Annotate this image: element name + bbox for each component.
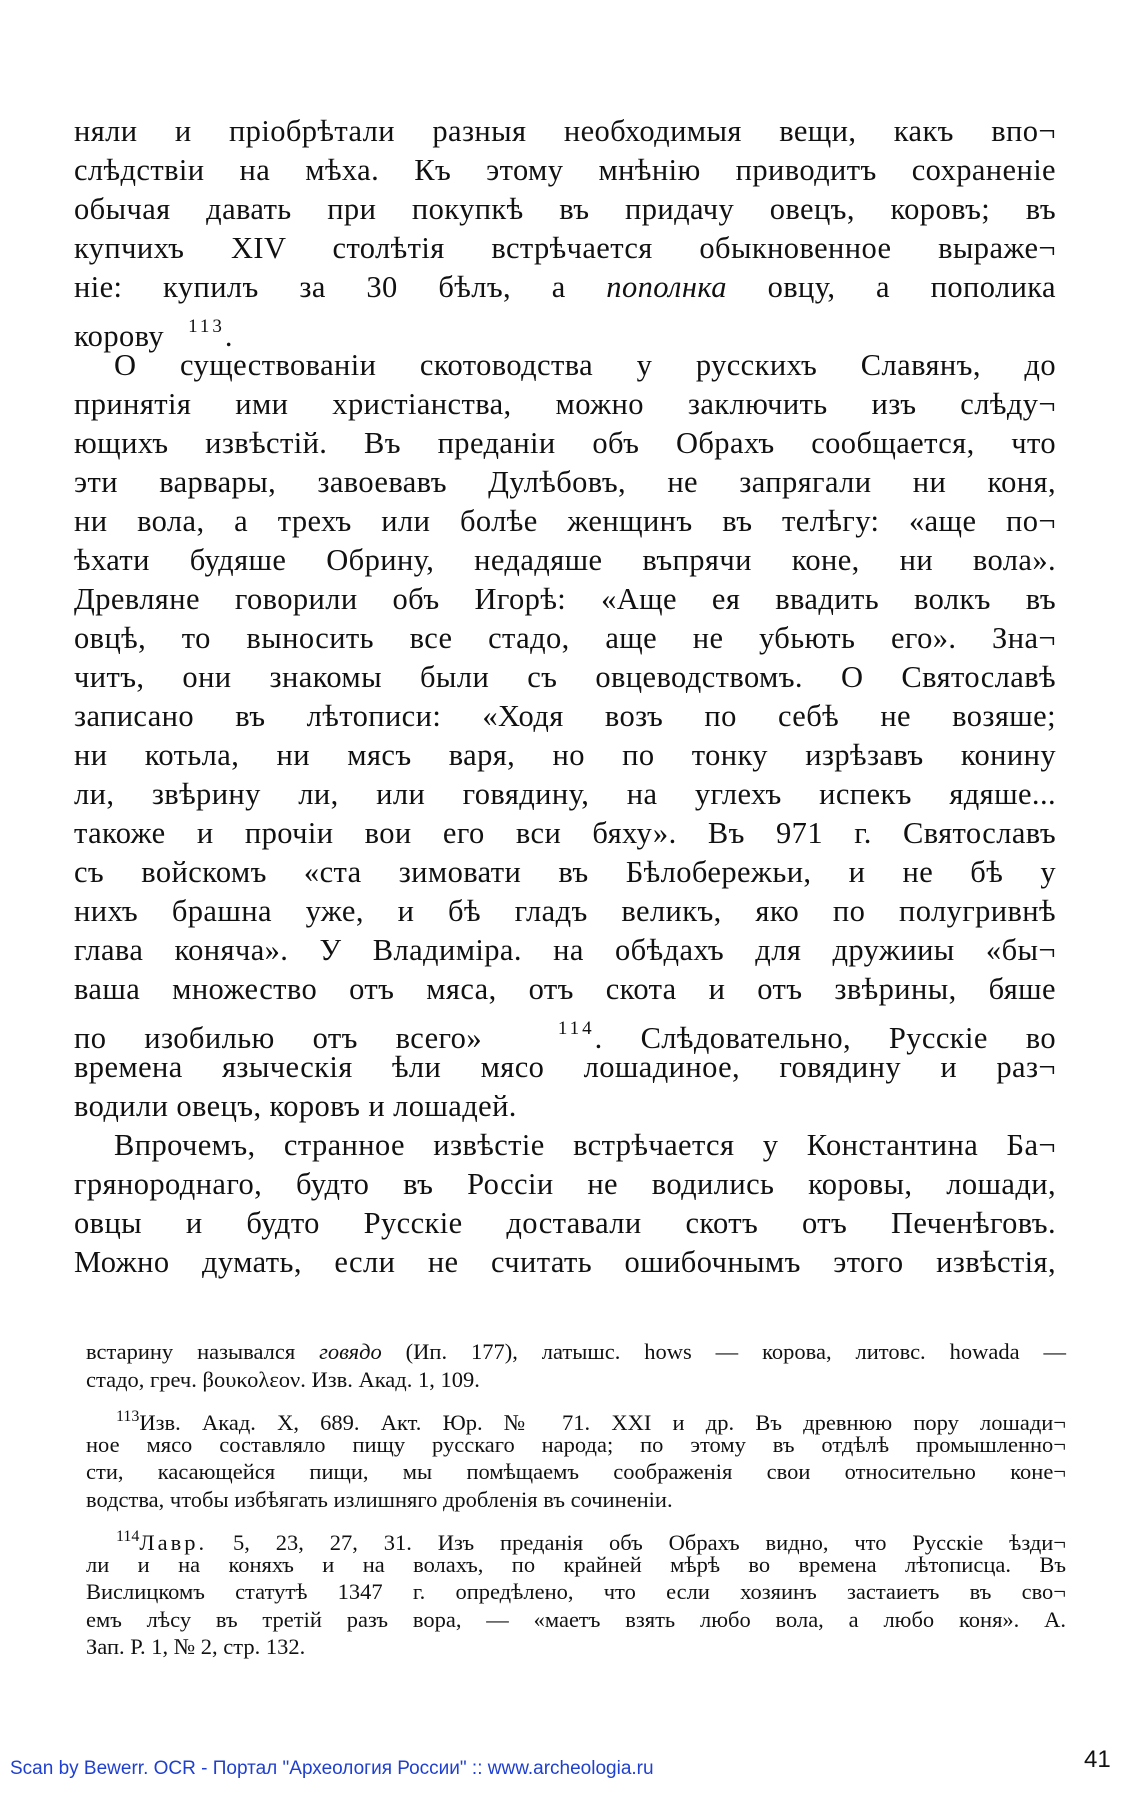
- footnote-line: ли и на коняхъ и на волахъ, по крайней мѣрѣ во времена лѣтописца. Въ: [86, 1551, 1066, 1577]
- footnote-ref-114: 114: [557, 1018, 595, 1039]
- text-line: овцѣ, то выносить все стадо, аще не убьють его». Зна¬: [74, 621, 1056, 655]
- text-line: записано въ лѣтописи: «Ходя возъ по себѣ не возяше;: [74, 699, 1056, 733]
- text-line: Древляне говорили объ Игорѣ: «Аще ея ввадить волкъ въ: [74, 582, 1056, 616]
- text-line: [74, 268, 1056, 307]
- text-fragment: по изобилью отъ всего»: [74, 1021, 482, 1055]
- text-line: такоже и прочіи вои его вси бяху». Въ 971 г. Святославъ: [74, 816, 1056, 850]
- text-line: ѣхати будяше Обрину, недадяше въпрячи коне, ни вола».: [74, 543, 1056, 577]
- text-fragment: ніе: купилъ за 30 бѣлъ, а: [74, 270, 566, 304]
- text-line: обычая давать при покупкѣ въ придачу овецъ, коровъ; въ: [74, 192, 1056, 226]
- text-line: времена языческія ѣли мясо лошадиное, говядину и раз¬: [74, 1050, 1056, 1084]
- text-line: эти варвары, завоевавъ Дулѣбовъ, не запрягали ни коня,: [74, 465, 1056, 499]
- text-line: водили овецъ, коровъ и лошадей.: [74, 1089, 517, 1123]
- text-line: ни вола, а трехъ или болѣе женщинъ въ телѣгу: «аще по¬: [74, 504, 1056, 538]
- text-line: читъ, они знакомы были съ овцеводствомъ. О Святославѣ: [74, 660, 1056, 694]
- text-fragment: Изв. Акад. X, 689. Акт. Юр. № 71. XXI и др. Въ древнюю пору лошади¬: [139, 1410, 1066, 1435]
- text-fragment: . Слѣдовательно, Русскіе во: [594, 1021, 1056, 1055]
- text-line: няли и пріобрѣтали разныя необходимыя вещи, какъ впо¬: [74, 114, 1056, 148]
- footnote-114: [86, 1523, 1066, 1555]
- text-line: [74, 1009, 1056, 1055]
- footnote-line: водства, чтобы избѣягать излишняго дробленія въ сочиненіи.: [86, 1486, 673, 1512]
- footnote-number: 114: [116, 1528, 140, 1545]
- scan-credit: Scan by Bewerr. OCR - Портал "Археология России" :: www.archeologia.ru: [10, 1758, 654, 1779]
- text-line: принятія ими христіанства, можно заключить изъ слѣду¬: [74, 387, 1056, 421]
- footnote-113: [86, 1403, 1066, 1435]
- text-line: ваша множество отъ мяса, отъ скота и отъ звѣрины, бяше: [74, 972, 1056, 1006]
- text-fragment: встарину назывался: [86, 1339, 296, 1364]
- footnote-line: сти, касающейся пищи, мы помѣщаемъ соображенія свои относительно коне¬: [86, 1459, 1066, 1484]
- text-line: О существованіи скотоводства у русскихъ Славянъ, до: [114, 348, 1056, 382]
- text-line: грянороднаго, будто въ Россіи не водились коровы, лошади,: [74, 1167, 1056, 1201]
- italic-term: пополнка: [606, 270, 727, 304]
- text-fragment: корову: [74, 319, 165, 353]
- text-line: ни котьла, ни мясъ варя, но по тонку изрѣзавъ конину: [74, 738, 1056, 772]
- text-fragment: Лавр.: [139, 1530, 208, 1555]
- footnote-line: Вислицкомъ статутѣ 1347 г. опредѣлено, что если хозяинъ застаиетъ въ сво¬: [86, 1579, 1066, 1604]
- footnote-line: ное мясо составляло пищу русскаго народа; по этому въ отдѣлѣ промышленно¬: [86, 1431, 1066, 1457]
- footnote-gap: [86, 1393, 1066, 1403]
- text-line: ли, звѣрину ли, или говядину, на углехъ испекъ ядяше...: [74, 777, 1056, 811]
- text-line: нихъ брашна уже, и бѣ гладъ великъ, яко по полугривнѣ: [74, 894, 1056, 928]
- footnotes: [86, 1338, 1066, 1661]
- footnote-line: Зап. Р. 1, № 2, стр. 132.: [86, 1634, 306, 1659]
- main-text: [74, 112, 1056, 1282]
- text-line: Впрочемъ, странное извѣстіе встрѣчается у Константина Ба¬: [114, 1128, 1056, 1162]
- footnote-line: [86, 1338, 1066, 1366]
- text-line: овцы и будто Русскіе доставали скотъ отъ Печенѣговъ.: [74, 1206, 1056, 1240]
- text-fragment: .: [224, 319, 233, 353]
- text-line: купчихъ XIV столѣтія встрѣчается обыкновенное выраже¬: [74, 231, 1056, 265]
- footnote-number: 113: [116, 1408, 140, 1425]
- text-line: глава коняча». У Владиміра. на обѣдахъ для дружииы «бы¬: [74, 933, 1056, 967]
- page-number: 41: [1084, 1746, 1111, 1773]
- italic-term: говядо: [319, 1339, 382, 1364]
- text-fragment: 5, 23, 27, 31. Изъ преданія объ Обрахъ видно, что Русскіе ѣзди¬: [233, 1530, 1066, 1555]
- text-line: Можно думать, если не считать ошибочнымъ этого извѣстія,: [74, 1245, 1056, 1279]
- footnote-line: стадо, греч. βουκολεον. Изв. Акад. 1, 109.: [86, 1366, 480, 1392]
- text-fragment: овцу, а пополика: [767, 270, 1056, 304]
- text-line: слѣдствіи на мѣха. Къ этому мнѣнію приводитъ сохраненіе: [74, 153, 1056, 187]
- footnote-ref-113: 113: [188, 316, 225, 337]
- text-line: [74, 307, 1056, 353]
- footnote-gap: [86, 1513, 1066, 1523]
- text-line: съ войскомъ «ста зимовати въ Бѣлобережьи, и не бѣ у: [74, 855, 1056, 889]
- text-fragment: (Ип. 177), латышс. hows — корова, литовс. howada —: [405, 1339, 1067, 1364]
- text-line: ющихъ извѣстій. Въ преданіи объ Обрахъ сообщается, что: [74, 426, 1056, 460]
- footnote-line: емъ лѣсу въ третій разъ вора, — «маетъ взять любо вола, а любо коня». А.: [86, 1606, 1066, 1632]
